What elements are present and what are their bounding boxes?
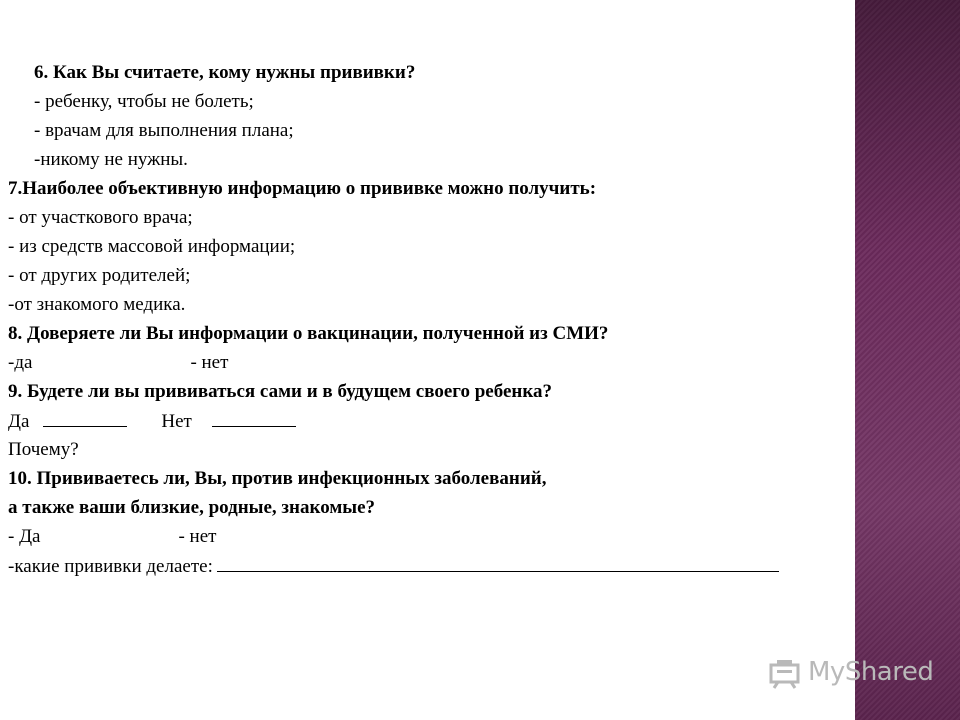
question-10-which-blank[interactable] [217,551,779,572]
question-10-no: - нет [178,526,217,547]
question-10-title-line-1: 10. Прививаетесь ли, Вы, против инфекционных заболеваний, [8,468,547,489]
question-10-which-label: -какие прививки делаете: [8,556,213,577]
question-9-answers [8,406,853,435]
question-8-yes: -да [8,352,33,373]
question-6-title: 6. Как Вы считаете, кому нужны прививки? [34,62,416,83]
question-9-no-blank[interactable] [212,406,296,427]
question-8-no: - нет [190,352,229,373]
watermark [768,655,934,691]
question-10-yes: - Да [8,526,41,547]
decorative-sidebar [855,0,960,720]
question-6-option-3: -никому не нужны. [34,149,188,170]
question-9-title: 9. Будете ли вы прививаться сами и в будущем своего ребенка? [8,381,552,402]
watermark-text: MyShared [808,657,934,687]
question-6-option-1: - ребенку, чтобы не болеть; [34,91,254,112]
question-8-answers [8,348,853,377]
question-7-option-2: - из средств массовой информации; [8,236,296,257]
question-7-option-4: -от знакомого медика. [8,294,186,315]
question-7-title: 7.Наиболее объективную информацию о прививке можно получить: [8,178,597,199]
question-10-title-line-2: а также ваши близкие, родные, знакомые? [8,497,376,518]
question-7-option-1: - от участкового врача; [8,207,193,228]
question-9-no: Нет [161,411,192,432]
question-9-yes: Да [8,411,30,432]
question-10-answers [8,522,853,551]
question-7-option-3: - от других родителей; [8,265,191,286]
question-6-option-2: - врачам для выполнения плана; [34,120,294,141]
question-9-why: Почему? [8,439,79,460]
question-8-title: 8. Доверяете ли Вы информации о вакцинации, полученной из СМИ? [8,323,609,344]
questionnaire [8,58,853,580]
question-9-yes-blank[interactable] [43,406,127,427]
question-10-which [8,551,853,580]
presentation-board-icon [768,659,802,689]
